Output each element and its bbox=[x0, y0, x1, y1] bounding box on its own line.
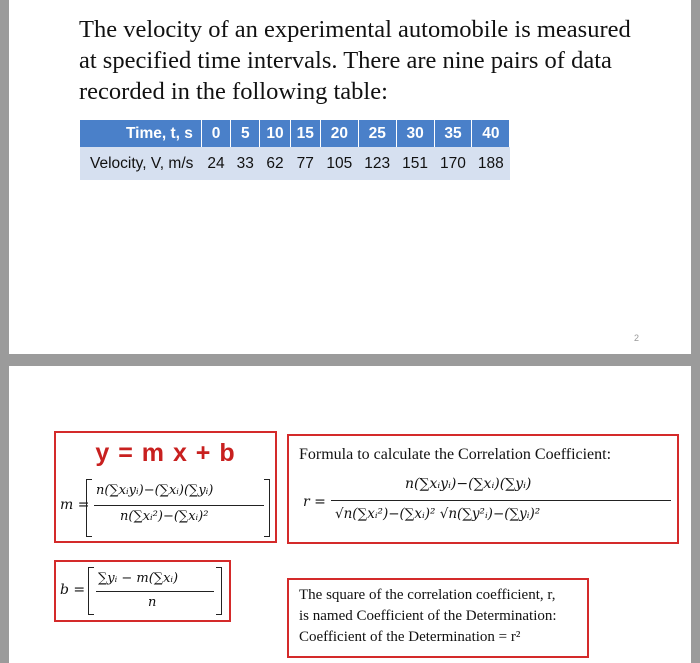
velocity-cell: 33 bbox=[231, 147, 260, 180]
velocity-label: Velocity, V, m/s bbox=[80, 147, 201, 180]
left-bracket bbox=[88, 567, 94, 615]
velocity-cell: 24 bbox=[201, 147, 230, 180]
time-cell: 20 bbox=[320, 120, 358, 147]
intercept-formula-box bbox=[54, 560, 231, 622]
velocity-cell: 151 bbox=[396, 147, 434, 180]
slope-denominator: n(∑xᵢ²)−(∑xᵢ)² bbox=[120, 509, 209, 524]
correlation-lhs: r = bbox=[303, 494, 326, 510]
determination-line-3: Coefficient of the Determination = r² bbox=[299, 629, 521, 645]
velocity-cell: 77 bbox=[290, 147, 320, 180]
intro-paragraph: The velocity of an experimental automobile is measured at specified time intervals. There are nine pairs of data recorded in the following table: bbox=[79, 16, 631, 105]
time-row bbox=[80, 120, 510, 147]
time-cell: 0 bbox=[201, 120, 230, 147]
velocity-cell: 123 bbox=[358, 147, 396, 180]
intercept-lhs: b = bbox=[60, 582, 86, 598]
determination-box bbox=[287, 578, 589, 658]
linear-equation-box bbox=[54, 431, 277, 543]
velocity-table bbox=[80, 120, 510, 180]
correlation-numerator: n(∑xᵢyᵢ)−(∑xᵢ)(∑yᵢ) bbox=[405, 476, 532, 492]
fraction-bar bbox=[331, 500, 671, 501]
time-cell: 40 bbox=[472, 120, 510, 147]
correlation-box bbox=[287, 434, 679, 544]
velocity-cell: 170 bbox=[434, 147, 472, 180]
slope-numerator: n(∑xᵢyᵢ)−(∑xᵢ)(∑yᵢ) bbox=[96, 483, 214, 498]
correlation-title: Formula to calculate the Correlation Coefficient: bbox=[299, 446, 612, 463]
slope-formula bbox=[60, 479, 274, 537]
correlation-formula bbox=[297, 476, 677, 536]
determination-line-2: is named Coefficient of the Determination: bbox=[299, 608, 557, 624]
velocity-cell: 105 bbox=[320, 147, 358, 180]
slide-1 bbox=[9, 0, 691, 354]
velocity-cell: 62 bbox=[260, 147, 290, 180]
right-bracket bbox=[264, 479, 270, 537]
left-bracket bbox=[86, 479, 92, 537]
intercept-numerator: ∑yᵢ − m(∑xᵢ) bbox=[98, 571, 179, 586]
velocity-row bbox=[80, 147, 510, 180]
intercept-formula bbox=[60, 567, 230, 617]
time-label: Time, t, s bbox=[80, 120, 201, 147]
velocity-cell: 188 bbox=[472, 147, 510, 180]
determination-line-1: The square of the correlation coefficient, r, bbox=[299, 587, 556, 603]
time-cell: 35 bbox=[434, 120, 472, 147]
time-cell: 25 bbox=[358, 120, 396, 147]
slope-lhs: m = bbox=[60, 497, 90, 513]
line-equation: y = m x + b bbox=[95, 439, 236, 467]
correlation-denominator: √n(∑xᵢ²)−(∑xᵢ)² √n(∑y²ᵢ)−(∑yᵢ)² bbox=[335, 506, 541, 522]
fraction-bar bbox=[96, 591, 214, 592]
page-number: 2 bbox=[633, 333, 639, 343]
right-bracket bbox=[216, 567, 222, 615]
determination-text bbox=[299, 585, 584, 648]
fraction-bar bbox=[94, 505, 264, 506]
time-cell: 10 bbox=[260, 120, 290, 147]
time-cell: 30 bbox=[396, 120, 434, 147]
slide-2 bbox=[9, 366, 691, 663]
time-cell: 5 bbox=[231, 120, 260, 147]
intercept-denominator: n bbox=[148, 595, 157, 610]
time-cell: 15 bbox=[290, 120, 320, 147]
